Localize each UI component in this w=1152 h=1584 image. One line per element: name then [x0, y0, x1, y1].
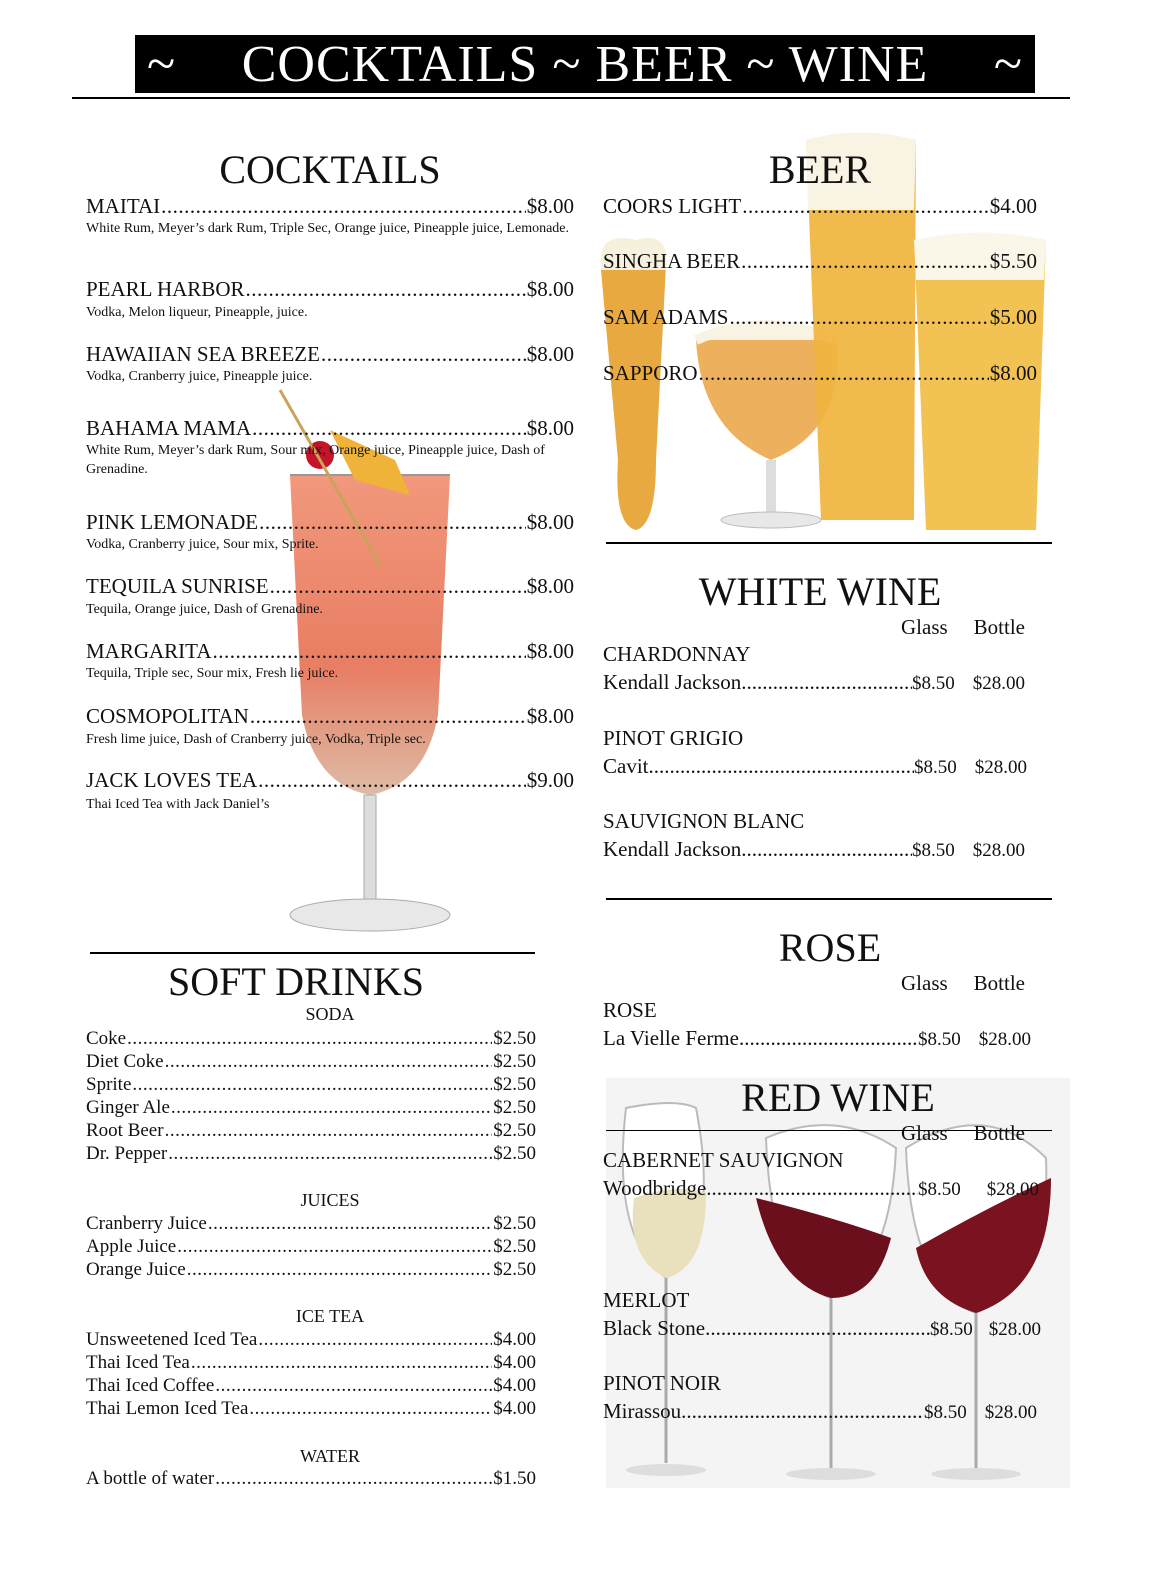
- rose-column-headers: [901, 971, 1025, 996]
- bottle-column-label: Bottle: [973, 1121, 1026, 1145]
- juices-label: JUICES: [300, 1190, 360, 1210]
- wine-producer: Kendall Jackson: [603, 670, 742, 694]
- item-price: $2.50: [493, 1120, 536, 1141]
- item-price: $5.50: [989, 249, 1037, 273]
- wine-varietal: CHARDONNAY: [603, 642, 751, 666]
- menu-item: [86, 639, 574, 664]
- menu-item: [86, 1051, 536, 1073]
- wine-bottle-price: $28.00: [974, 757, 1027, 778]
- menu-item: [86, 574, 574, 599]
- menu-item: [86, 1097, 536, 1119]
- wine-glass-price: $8.50: [924, 1402, 967, 1423]
- banner-underline: [72, 97, 1070, 99]
- item-price: $8.00: [526, 574, 574, 598]
- item-name: MARGARITA: [86, 639, 212, 663]
- wine-glass-price: $8.50: [912, 840, 955, 861]
- item-price: $2.50: [493, 1213, 536, 1234]
- item-price: $8.00: [989, 361, 1037, 385]
- item-price: $4.00: [493, 1329, 536, 1350]
- wine-glass-price: $8.50: [914, 757, 957, 778]
- cocktails-heading: COCKTAILS: [219, 147, 441, 192]
- item-name: A bottle of water: [86, 1468, 215, 1489]
- bottle-column-label: Bottle: [973, 615, 1026, 639]
- item-name: Apple Juice: [86, 1236, 177, 1257]
- red-wine-column-headers: [901, 1121, 1025, 1146]
- item-name: SAPPORO: [603, 361, 698, 385]
- wine-producer: Woodbridge: [603, 1176, 707, 1200]
- wine-row: [603, 1316, 1041, 1341]
- menu-item: [603, 249, 1037, 274]
- item-price: $4.00: [989, 194, 1037, 218]
- item-name: PINK LEMONADE: [86, 510, 259, 534]
- glass-column-label: Glass: [901, 615, 948, 639]
- menu-item: [86, 768, 574, 793]
- item-price: $4.00: [493, 1375, 536, 1396]
- menu-item: [86, 1398, 536, 1420]
- wine-bottle-price: $28.00: [988, 1319, 1041, 1340]
- menu-item: [86, 1375, 536, 1397]
- menu-item: [86, 1468, 536, 1490]
- wine-glass-price: $8.50: [930, 1319, 973, 1340]
- wine-varietal: PINOT GRIGIO: [603, 726, 744, 750]
- soft-drinks-heading: SOFT DRINKS: [168, 959, 424, 1004]
- banner-left-tilde: ~: [147, 35, 177, 93]
- wine-bottle-price: $28.00: [986, 1179, 1039, 1200]
- item-description: Vodka, Melon liqueur, Pineapple, juice.: [86, 305, 308, 320]
- rose-heading: ROSE: [778, 925, 882, 970]
- wine-bottle-price: $28.00: [972, 840, 1025, 861]
- wine-row: [603, 1176, 1039, 1201]
- item-price: $1.50: [493, 1468, 536, 1489]
- item-price: $8.00: [526, 639, 574, 663]
- white-wine-heading: WHITE WINE: [698, 569, 942, 614]
- wine-producer: La Vielle Ferme: [603, 1026, 739, 1050]
- item-name: Thai Lemon Iced Tea: [86, 1398, 249, 1419]
- item-price: $8.00: [526, 510, 574, 534]
- item-price: $8.00: [526, 277, 574, 301]
- item-price: $5.00: [989, 305, 1037, 329]
- wine-varietal: ROSE: [603, 998, 657, 1022]
- item-description: Tequila, Orange juice, Dash of Grenadine.: [86, 602, 323, 617]
- item-price: $4.00: [493, 1398, 536, 1419]
- wine-bottle-price: $28.00: [972, 673, 1025, 694]
- menu-item: [86, 342, 574, 367]
- menu-item: [86, 1236, 536, 1258]
- item-name: HAWAIIAN SEA BREEZE: [86, 342, 320, 366]
- item-name: Ginger Ale: [86, 1097, 170, 1118]
- item-name: Root Beer: [86, 1120, 164, 1141]
- item-price: $9.00: [526, 768, 574, 792]
- item-description: Tequila, Triple sec, Sour mix, Fresh lie juice.: [86, 666, 339, 681]
- banner-title: COCKTAILS ~ BEER ~ WINE: [241, 35, 929, 93]
- item-name: Diet Coke: [86, 1051, 164, 1072]
- section-divider: [90, 952, 535, 954]
- item-name: BAHAMA MAMA: [86, 416, 252, 440]
- menu-banner: [135, 35, 1035, 93]
- item-description: Thai Iced Tea with Jack Daniel’s: [86, 797, 270, 812]
- item-description: White Rum, Meyer’s dark Rum, Sour mix, Orange juice, Pineapple juice, Dash of Grenadine.: [86, 443, 545, 477]
- item-name: JACK LOVES TEA: [86, 768, 258, 792]
- menu-item: [86, 277, 574, 302]
- menu-item: [603, 305, 1037, 330]
- item-price: $2.50: [493, 1074, 536, 1095]
- wine-producer: Kendall Jackson: [603, 837, 742, 861]
- item-description: Vodka, Cranberry juice, Sour mix, Sprite.: [86, 537, 319, 552]
- beer-heading: BEER: [768, 147, 872, 192]
- red-wine-heading: RED WINE: [741, 1075, 935, 1120]
- wine-row: [603, 1399, 1037, 1424]
- item-price: $2.50: [493, 1051, 536, 1072]
- menu-item: [86, 416, 574, 441]
- wine-bottle-price: $28.00: [978, 1029, 1031, 1050]
- menu-item: [86, 194, 574, 219]
- wine-varietal: CABERNET SAUVIGNON: [603, 1148, 844, 1172]
- item-price: $2.50: [493, 1143, 536, 1164]
- item-price: $8.00: [526, 416, 574, 440]
- item-price: $2.50: [493, 1097, 536, 1118]
- glass-column-label: Glass: [901, 1121, 948, 1145]
- wine-glass-price: $8.50: [912, 673, 955, 694]
- menu-item: [86, 1074, 536, 1096]
- item-price: $8.00: [526, 342, 574, 366]
- item-name: SINGHA BEER: [603, 249, 741, 273]
- wine-varietal: PINOT NOIR: [603, 1371, 722, 1395]
- item-description: Vodka, Cranberry juice, Pineapple juice.: [86, 369, 313, 384]
- item-name: Thai Iced Coffee: [86, 1375, 215, 1396]
- item-description: White Rum, Meyer’s dark Rum, Triple Sec, Orange juice, Pineapple juice, Lemonade.: [86, 221, 570, 236]
- item-name: MAITAI: [86, 194, 161, 218]
- item-price: $8.00: [526, 704, 574, 728]
- bottle-column-label: Bottle: [973, 971, 1026, 995]
- wine-varietal: MERLOT: [603, 1288, 690, 1312]
- menu-item: [86, 1259, 536, 1281]
- item-price: $2.50: [493, 1028, 536, 1049]
- item-price: $4.00: [493, 1352, 536, 1373]
- wine-producer: Cavit: [603, 754, 649, 778]
- wine-row: [603, 837, 1025, 862]
- section-divider: [606, 542, 1052, 544]
- wine-row: [603, 754, 1027, 779]
- item-name: Thai Iced Tea: [86, 1352, 190, 1373]
- wine-varietal: SAUVIGNON BLANC: [603, 809, 805, 833]
- water-label: WATER: [300, 1446, 360, 1466]
- item-name: SAM ADAMS: [603, 305, 729, 329]
- menu-item: [86, 1352, 536, 1374]
- item-price: $2.50: [493, 1236, 536, 1257]
- item-name: Unsweetened Iced Tea: [86, 1329, 258, 1350]
- item-name: Coke: [86, 1028, 127, 1049]
- section-divider: [606, 898, 1052, 900]
- item-name: COSMOPOLITAN: [86, 704, 249, 728]
- wine-glass-price: $8.50: [918, 1029, 961, 1050]
- menu-item: [86, 1120, 536, 1142]
- menu-item: [86, 1143, 536, 1165]
- ice-tea-label: ICE TEA: [295, 1306, 365, 1326]
- menu-item: [603, 361, 1037, 386]
- item-price: $8.00: [526, 194, 574, 218]
- menu-item: [86, 510, 574, 535]
- wine-producer: Black Stone: [603, 1316, 706, 1340]
- menu-item: [603, 194, 1037, 219]
- menu-item: [86, 1213, 536, 1235]
- soda-label: SODA: [305, 1004, 355, 1024]
- menu-item: [86, 1329, 536, 1351]
- menu-item: [86, 704, 574, 729]
- item-name: Cranberry Juice: [86, 1213, 207, 1234]
- item-name: PEARL HARBOR: [86, 277, 245, 301]
- wine-row: [603, 1026, 1031, 1051]
- wine-bottle-price: $28.00: [984, 1402, 1037, 1423]
- item-name: TEQUILA SUNRISE: [86, 574, 269, 598]
- item-description: Fresh lime juice, Dash of Cranberry juice, Vodka, Triple sec.: [86, 732, 426, 747]
- item-name: Sprite: [86, 1074, 132, 1095]
- item-name: Orange Juice: [86, 1259, 186, 1280]
- glass-column-label: Glass: [901, 971, 948, 995]
- wine-row: [603, 670, 1025, 695]
- wine-glass-price: $8.50: [918, 1179, 961, 1200]
- white-wine-column-headers: [901, 615, 1025, 640]
- item-name: Dr. Pepper: [86, 1143, 168, 1164]
- item-name: COORS LIGHT: [603, 194, 742, 218]
- wine-producer: Mirassou: [603, 1399, 682, 1423]
- banner-right-tilde: ~: [993, 35, 1023, 93]
- item-price: $2.50: [493, 1259, 536, 1280]
- menu-item: [86, 1028, 536, 1050]
